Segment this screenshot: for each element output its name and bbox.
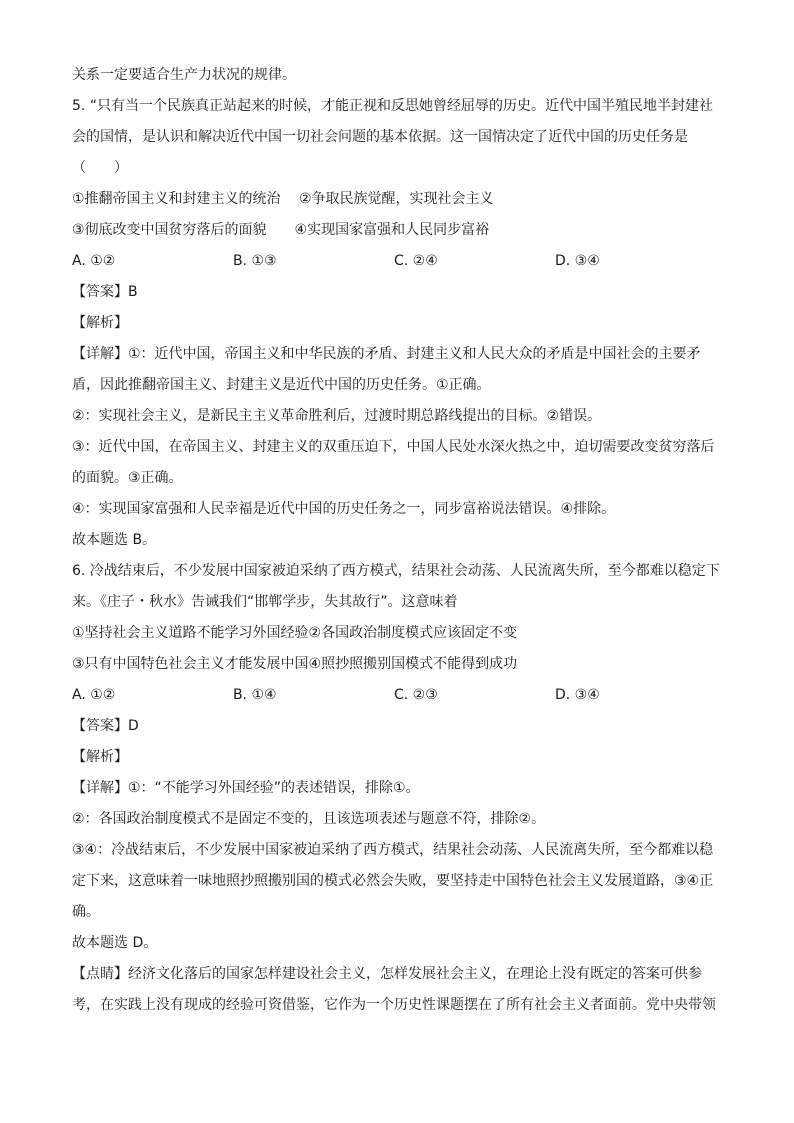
option-item: D. ③④ <box>555 687 600 703</box>
text-line: （ ） <box>72 160 128 176</box>
text-line: 故本题选 B。 <box>72 532 157 548</box>
text-line: ①坚持社会主义道路不能学习外国经验②各国政治制度模式应该固定不变 <box>72 625 518 641</box>
text-line: 盾，因此推翻帝国主义、封建主义是近代中国的历史任务。①正确。 <box>72 377 491 393</box>
text-line: 的面貌。③正确。 <box>72 470 183 486</box>
text-line: 考，在实践上没有现成的经验可资借鉴，它作为一个历史性课题摆在了所有社会主义者面前。党中央带领 <box>72 997 716 1013</box>
text-line: 【点睛】经济文化落后的国家怎样建设社会主义，怎样发展社会主义，在理论上没有既定的答案可供参 <box>72 966 702 982</box>
option-item: D. ③④ <box>555 253 600 269</box>
option-item: A. ①② <box>72 687 116 703</box>
text-line: 会的国情，是认识和解决近代中国一切社会问题的基本依据。这一国情决定了近代中国的历史任务是 <box>72 129 688 145</box>
text-line: 5. “只有当一个民族真正站起来的时候，才能正视和反思她曾经屈辱的历史。近代中国半殖民地半封建社 <box>72 98 714 114</box>
text-line: ③彻底改变中国贫穷落后的面貌 ④实现国家富强和人民同步富裕 <box>72 222 490 238</box>
text-line: 来。《庄子・秋水》告诫我们“邯郸学步，失其故行”。这意味着 <box>72 594 458 610</box>
text-line: ③只有中国特色社会主义才能发展中国④照抄照搬别国模式不能得到成功 <box>72 656 518 672</box>
option-item: A. ①② <box>72 253 116 269</box>
text-line: 【详解】①：“不能学习外国经验”的表述错误，排除①。 <box>72 780 420 796</box>
text-line: 【答案】B <box>72 284 138 300</box>
text-line: 确。 <box>72 904 100 920</box>
text-line: ②：各国政治制度模式不是固定不变的，且该选项表述与题意不符，排除②。 <box>72 811 546 827</box>
text-line: 【答案】D <box>72 718 139 734</box>
answer-options <box>72 680 724 711</box>
option-item: C. ②④ <box>394 253 438 269</box>
document-page <box>72 60 724 1021</box>
text-line: 故本题选 D。 <box>72 935 158 951</box>
option-item: B. ①④ <box>233 687 277 703</box>
option-item: B. ①③ <box>233 253 277 269</box>
text-line: ③④：冷战结束后，不少发展中国家被迫采纳了西方模式，结果社会动荡、人民流离失所，至今都难以稳 <box>72 842 714 858</box>
text-line: ④：实现国家富强和人民幸福是近代中国的历史任务之一，同步富裕说法错误。④排除。 <box>72 501 616 517</box>
text-line: ②：实现社会主义，是新民主主义革命胜利后，过渡时期总路线提出的目标。②错误。 <box>72 408 602 424</box>
option-item: C. ②③ <box>394 687 438 703</box>
text-line: 6. 冷战结束后，不少发展中国家被迫采纳了西方模式，结果社会动荡、人民流离失所，至今都难以稳定下 <box>72 563 720 579</box>
text-line: 【解析】 <box>72 749 128 765</box>
text-line: ①推翻帝国主义和封建主义的统治 ②争取民族觉醒，实现社会主义 <box>72 191 494 207</box>
text-line: 【解析】 <box>72 315 128 331</box>
text-line: 【详解】①：近代中国，帝国主义和中华民族的矛盾、封建主义和人民大众的矛盾是中国社会的主要矛 <box>72 346 701 362</box>
text-line: ③：近代中国，在帝国主义、封建主义的双重压迫下，中国人民处水深火热之中，迫切需要改变贫穷落后 <box>72 439 715 455</box>
text-line: 定下来，这意味着一味地照抄照搬别国的模式必然会失败，要坚持走中国特色社会主义发展道路，③④正 <box>72 873 714 889</box>
answer-options <box>72 246 724 277</box>
text-line: 关系一定要适合生产力状况的规律。 <box>72 67 296 83</box>
